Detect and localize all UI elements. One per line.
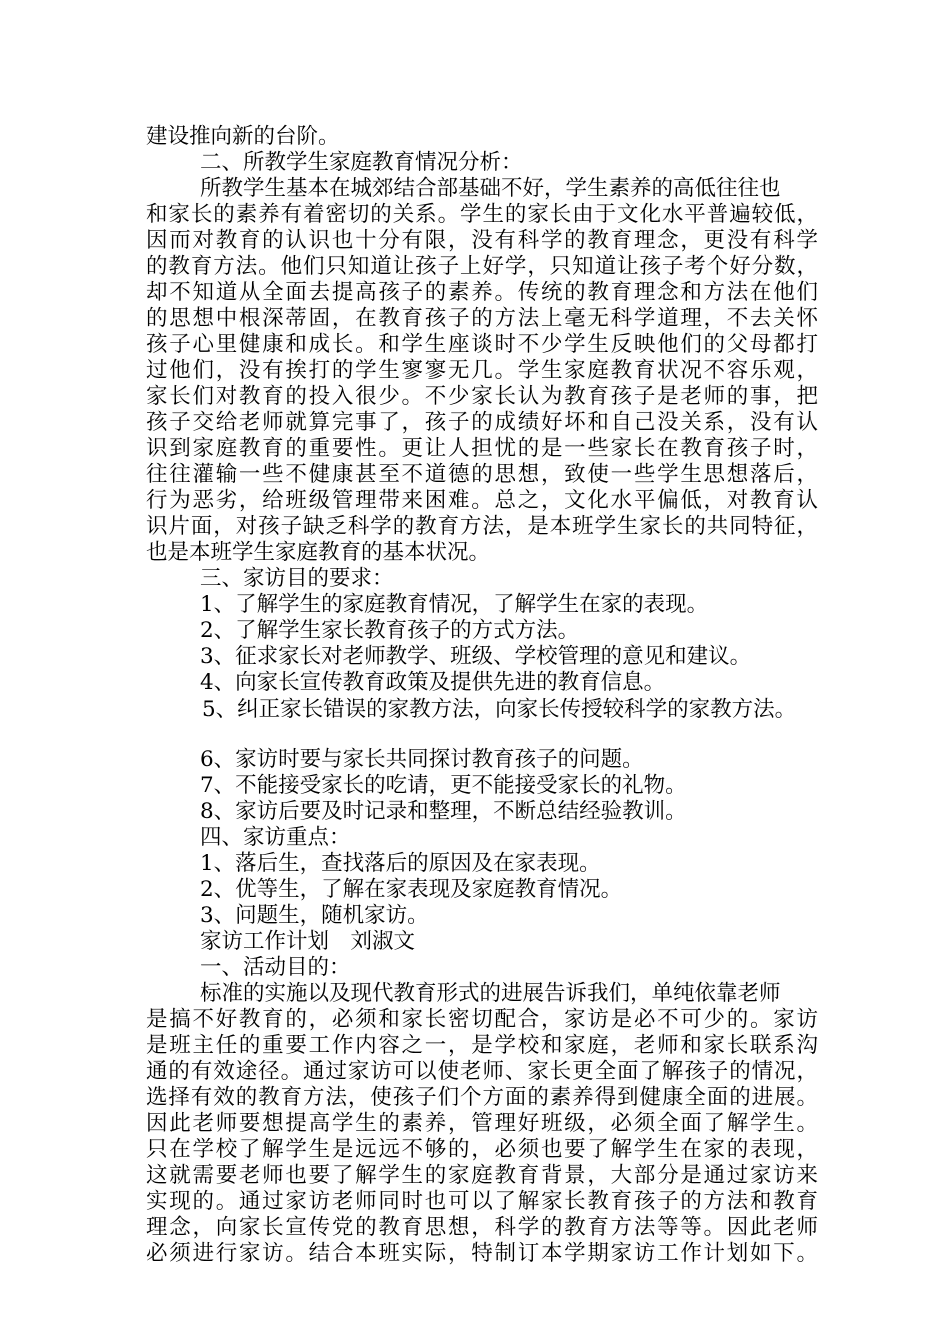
text-line: 家长们对教育的投入很少。不少家长认为教育孩子是老师的事，把: [146, 384, 818, 409]
list-item: 8、家访后要及时记录和整理，不断总结经验教训。: [200, 799, 687, 824]
list-item: 2、优等生，了解在家表现及家庭教育情况。: [200, 877, 623, 902]
text-line: 却不知道从全面去提高孩子的素养。传统的教育理念和方法在他们: [146, 280, 818, 305]
text-line: 是班主任的重要工作内容之一，是学校和家庭，老师和家长联系沟: [146, 1033, 818, 1058]
text-line: 是搞不好教育的，必须和家长密切配合，家访是必不可少的。家访: [146, 1007, 818, 1032]
text-line: 必须进行家访。结合本班实际，特制订本学期家访工作计划如下。: [146, 1241, 818, 1266]
text-line: 识到家庭教育的重要性。更让人担忧的是一些家长在教育孩子时，: [146, 436, 818, 461]
list-item: 4、向家长宣传教育政策及提供先进的教育信息。: [200, 670, 666, 695]
text-line: 标准的实施以及现代教育形式的进展告诉我们，单纯依靠老师: [200, 981, 781, 1006]
text-line: 只在学校了解学生是远远不够的，必须也要了解学生在家的表现，: [146, 1137, 818, 1162]
text-line: 所教学生基本在城郊结合部基础不好，学生素养的高低往往也: [200, 176, 781, 201]
text-line: 和家长的素养有着密切的关系。学生的家长由于文化水平普遍较低，: [146, 202, 818, 227]
text-line: 也是本班学生家庭教育的基本状况。: [146, 540, 491, 565]
text-line: 孩子交给老师就算完事了，孩子的成绩好坏和自己没关系，没有认: [146, 410, 818, 435]
text-line: 理念，向家长宣传党的教育思想，科学的教育方法等等。因此老师: [146, 1215, 818, 1240]
section-heading: 四、家访重点：: [200, 825, 351, 850]
text-line: 选择有效的教育方法，使孩子们个方面的素养得到健康全面的进展。: [146, 1085, 818, 1110]
text-line: 因此老师要想提高学生的素养，管理好班级，必须全面了解学生。: [146, 1111, 818, 1136]
text-line: 孩子心里健康和成长。和学生座谈时不少学生反映他们的父母都打: [146, 332, 818, 357]
list-item: 3、问题生，随机家访。: [200, 903, 429, 928]
text-line: 因而对教育的认识也十分有限，没有科学的教育理念，更没有科学: [146, 228, 818, 253]
list-item: 1、落后生，查找落后的原因及在家表现。: [200, 851, 601, 876]
text-line: 行为恶劣，给班级管理带来困难。总之，文化水平偏低，对教育认: [146, 488, 818, 513]
section-heading: 二、所教学生家庭教育情况分析：: [200, 150, 523, 175]
list-item: 2、了解学生家长教育孩子的方式方法。: [200, 618, 580, 643]
text-line: 的教育方法。他们只知道让孩子上好学，只知道让孩子考个好分数，: [146, 254, 818, 279]
text-line: 的思想中根深蒂固，在教育孩子的方法上毫无科学道理，不去关怀: [146, 306, 818, 331]
list-item: 6、家访时要与家长共同探讨教育孩子的问题。: [200, 747, 644, 772]
text-line: 往往灌输一些不健康甚至不道德的思想，致使一些学生思想落后，: [146, 462, 818, 487]
text-line: 过他们，没有挨打的学生寥寥无几。学生家庭教育状况不容乐观，: [146, 358, 818, 383]
list-item: 5、纠正家长错误的家教方法，向家长传授较科学的家教方法。: [202, 697, 797, 722]
list-item: 1、了解学生的家庭教育情况，了解学生在家的表现。: [200, 592, 709, 617]
text-line: 实现的。通过家访老师同时也可以了解家长教育孩子的方法和教育: [146, 1189, 818, 1214]
section-heading: 一、活动目的：: [200, 955, 351, 980]
text-line: 这就需要老师也要了解学生的家庭教育背景，大部分是通过家访来: [146, 1163, 818, 1188]
text-line: 建设推向新的台阶。: [146, 124, 340, 149]
text-line: 通的有效途径。通过家访可以使老师、家长更全面了解孩子的情况，: [146, 1059, 818, 1084]
list-item: 7、不能接受家长的吃请，更不能接受家长的礼物。: [200, 773, 687, 798]
text-line: 识片面，对孩子缺乏科学的教育方法，是本班学生家长的共同特征，: [146, 514, 818, 539]
list-item: 3、征求家长对老师教学、班级、学校管理的意见和建议。: [200, 644, 752, 669]
document-title: 家访工作计划 刘淑文: [200, 929, 416, 954]
section-heading: 三、家访目的要求：: [200, 566, 394, 591]
